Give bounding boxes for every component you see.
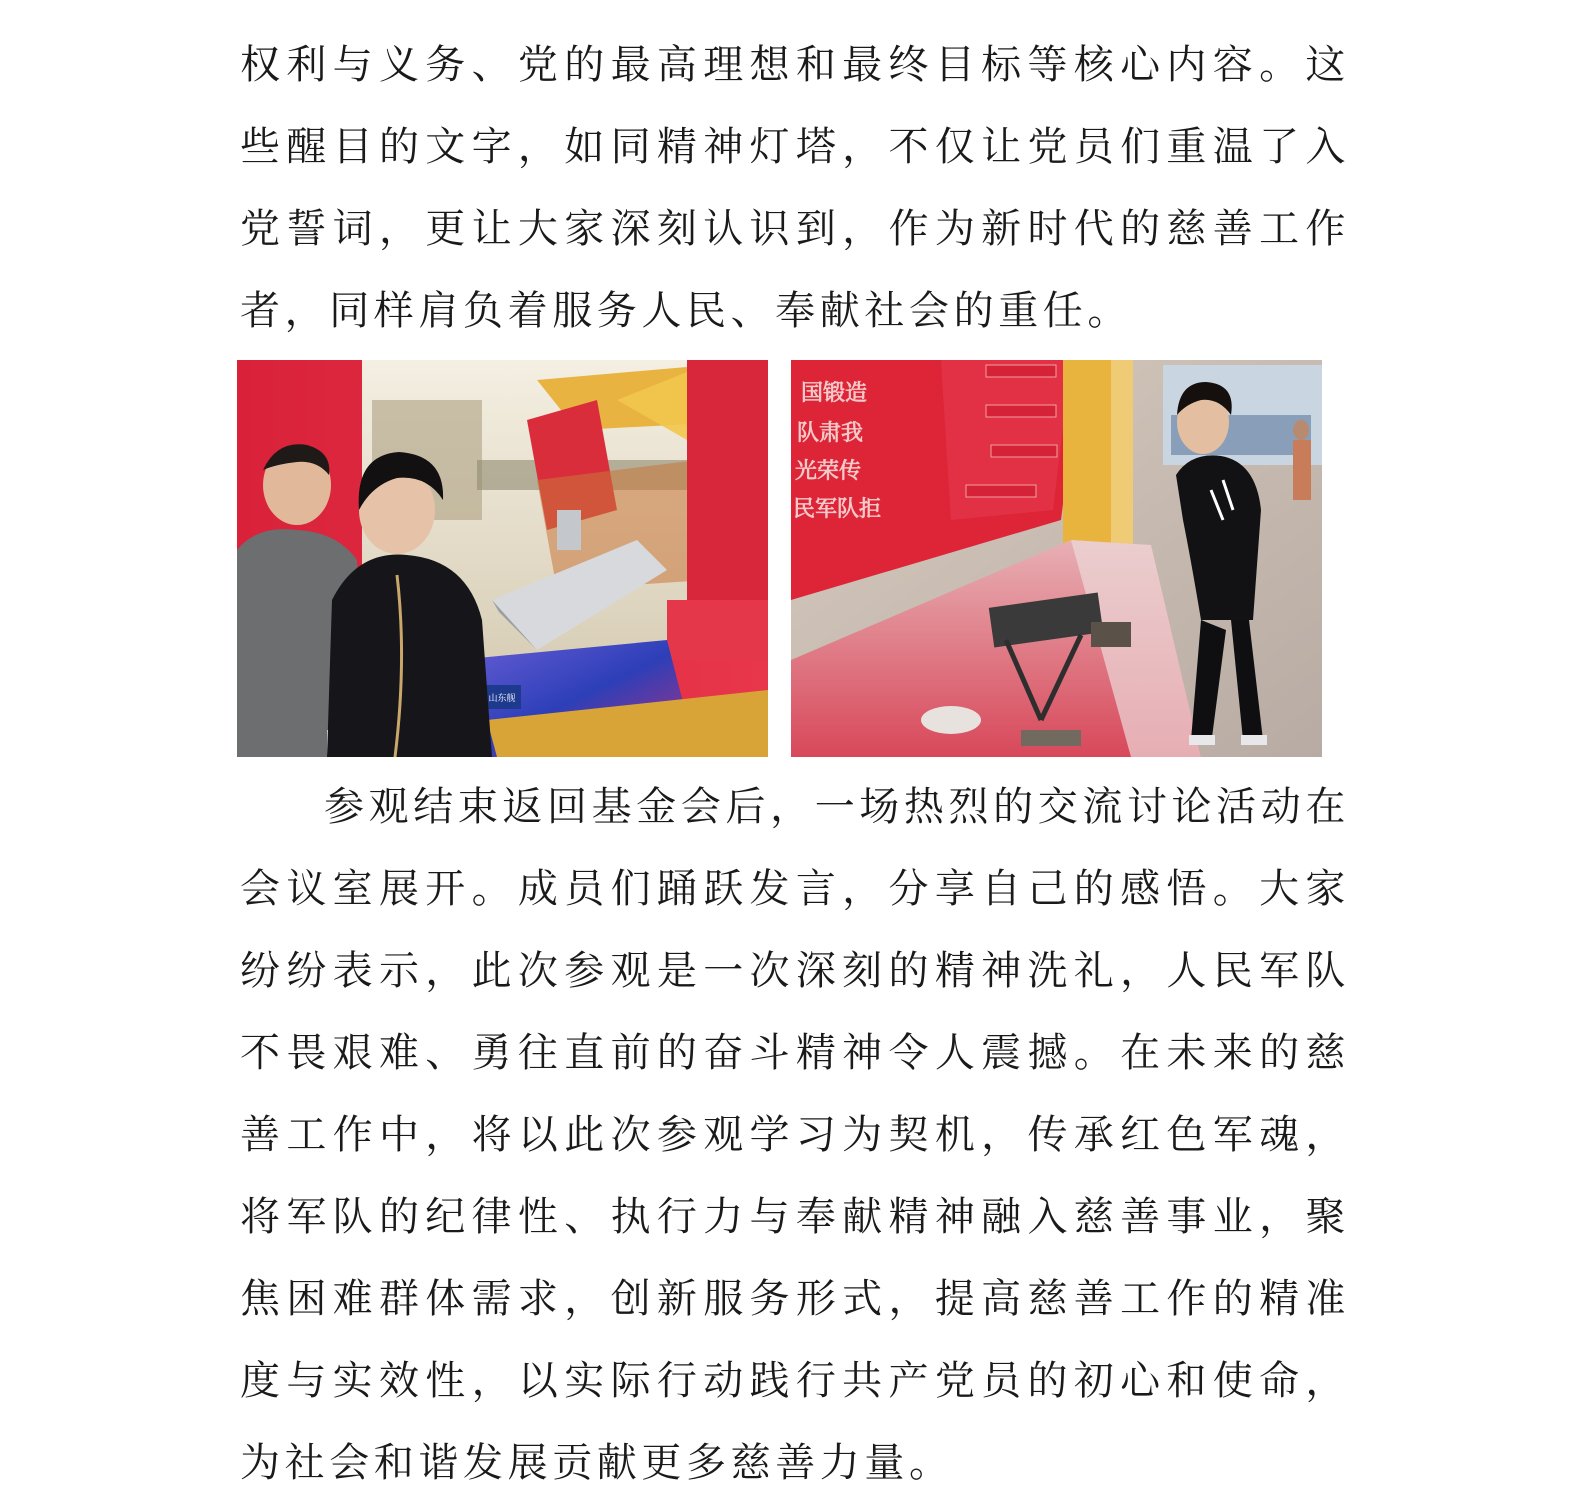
paragraph-1: 权利与义务、党的最高理想和最终目标等核心内容。这些醒目的文字，如同精神灯塔，不仅让党员们重温了入党誓词，更让大家深刻认识到，作为新时代的慈善工作者，同样肩负着服务人民、奉献社会的重任。 [240,42,1350,334]
wall-text-2: 队肃我 [797,421,864,446]
photo-display-case [791,360,1322,757]
photo-carrier-exhibit [237,360,768,757]
display-case-image [791,360,1322,757]
wall-text-4: 民军队拒 [793,497,882,522]
wall-text-3: 光荣传 [795,459,862,484]
paragraph-2: 参观结束返回基金会后，一场热烈的交流讨论活动在会议室展开。成员们踊跃发言，分享自己的感悟。大家纷纷表示，此次参观是一次深刻的精神洗礼，人民军队不畏艰难、勇往直前的奋斗精神令人震撼。在未来的慈善工作中，将以此次参观学习为契机，传承红色军魂，将军队的纪律性、执行力与奉献精神融入慈善事业，聚焦困难群体需求，创新服务形式，提高慈善工作的精准度与实效性，以实际行动践行共产党员的初心和使命，为社会和谐发展贡献更多慈善力量。 [240,784,1350,1486]
wall-text-1: 国锻造 [801,381,868,406]
carrier-exhibit-image [237,360,768,757]
exhibit-plaque: 山东舰 [488,694,516,704]
